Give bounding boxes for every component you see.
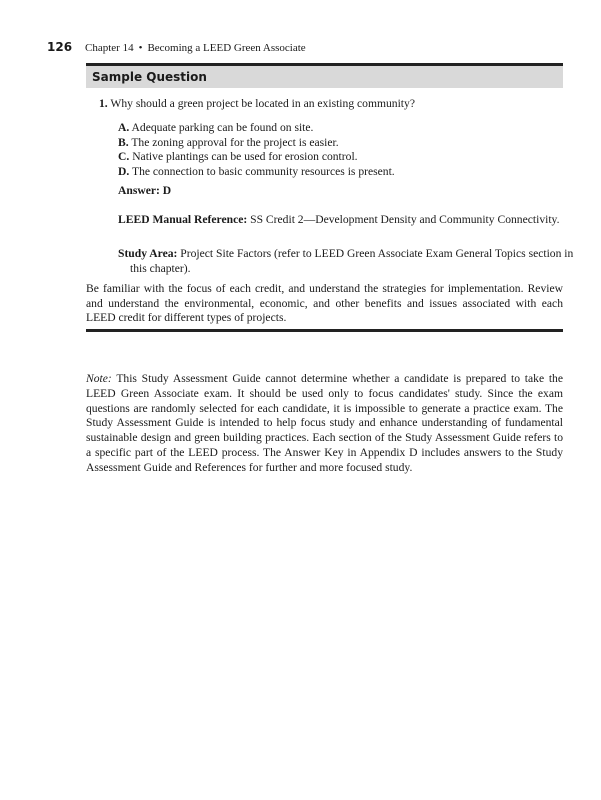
question-number: 1. [99, 97, 108, 110]
choice-a [118, 121, 558, 136]
leed-manual-reference [118, 213, 575, 228]
study-area-text: Project Site Factors (refer to LEED Green Associate Exam General Topics section in this chapter). [130, 247, 574, 275]
answer-choices [118, 121, 558, 180]
reference-label: LEED Manual Reference: [118, 213, 248, 226]
question [99, 97, 559, 112]
choice-text: The connection to basic community resources is present. [131, 165, 395, 179]
choice-text: The zoning approval for the project is easier. [131, 135, 339, 149]
chapter-title: Becoming a LEED Green Associate [147, 42, 306, 54]
choice-text: Adequate parking can be found on site. [131, 121, 314, 134]
study-area [118, 247, 575, 276]
choice-letter: B. [118, 135, 129, 149]
bullet-separator: • [138, 42, 143, 54]
page-number: 126 [47, 40, 73, 54]
running-head [85, 42, 306, 54]
answer: Answer: D [118, 184, 172, 197]
sample-question-bar [86, 66, 563, 88]
study-area-label: Study Area: [118, 247, 178, 260]
familiar-paragraph: Be familiar with the focus of each credit, and understand the strategies for implementation. Review and understand the environmental, economic, and other benefits and issues associated with each LEED credit for different types of projects. [86, 282, 563, 325]
page-header [47, 40, 306, 54]
reference-text: SS Credit 2—Development Density and Community Connectivity. [250, 213, 560, 226]
note-paragraph [86, 372, 563, 476]
choice-letter: D. [118, 165, 130, 179]
choice-text: Native plantings can be used for erosion control. [132, 150, 358, 164]
choice-b [118, 136, 558, 151]
choice-letter: C. [118, 150, 130, 164]
note-text: This Study Assessment Guide cannot determine whether a candidate is prepared to take the LEED Green Associate exam. It should be used only to focus candidates' study. Since the exam questions are randomly selected for each candidate, it is impossible to generate a practice exam. The Study Assessment Guide is intended to help focus study and enhance understanding of fundamental sustainable design and green building practices. Each section of the Study Assessment Guide refers to a specific part of the LEED process. The Answer Key in Appendix D includes answers to the Study Assessment Guide and References for further and more focused study. [86, 372, 563, 474]
choice-c [118, 150, 558, 165]
question-text: Why should a green project be located in an existing community? [110, 97, 415, 110]
note-label: Note: [86, 372, 112, 385]
choice-d [118, 165, 558, 180]
sample-question-title: Sample Question [92, 70, 207, 84]
bottom-rule [86, 329, 563, 332]
choice-letter: A. [118, 121, 130, 134]
chapter-label: Chapter 14 [85, 42, 134, 54]
